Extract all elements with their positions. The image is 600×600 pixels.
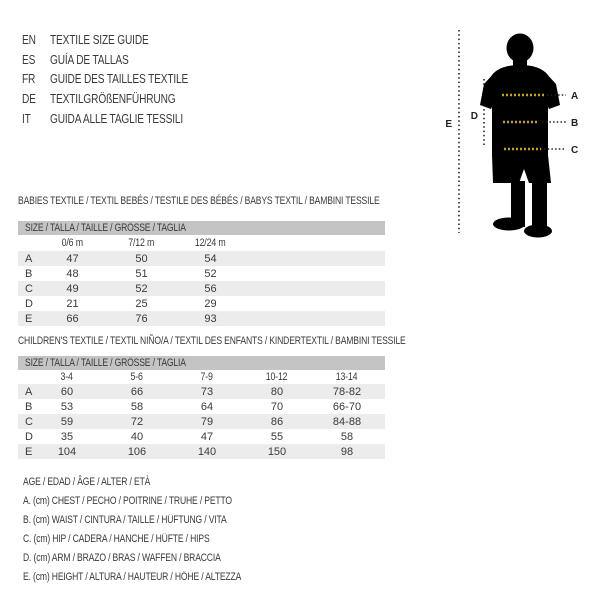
table-cell: 52 <box>204 267 217 280</box>
size-header-text: SIZE / TALLA / TAILLE / GRÖSSE / TAGLIA <box>25 222 186 234</box>
column-header <box>38 237 107 249</box>
table-cell: 58 <box>130 400 144 413</box>
measurement-legend <box>23 472 303 586</box>
size-header-bar <box>18 356 385 370</box>
row-label: B <box>25 267 33 280</box>
child-measurement-figure <box>440 12 600 244</box>
legend-arm <box>23 548 303 567</box>
table-cell: 47 <box>66 252 79 265</box>
size-header-bar <box>18 221 385 235</box>
column-header <box>312 371 382 383</box>
language-title: TEXTILE SIZE GUIDE <box>50 32 149 48</box>
table-cell: 47 <box>200 430 214 443</box>
language-code <box>22 91 50 106</box>
table-cell: 21 <box>66 297 79 310</box>
table-cell: 79 <box>200 415 214 428</box>
table-cell: 25 <box>135 297 148 310</box>
legend-waist <box>23 510 303 529</box>
row-label: B <box>25 400 33 413</box>
table-cell: 150 <box>267 445 287 458</box>
column-header <box>176 237 245 249</box>
table-cell: 40 <box>130 430 144 443</box>
table-cell: 49 <box>66 282 79 295</box>
table-cell: 80 <box>270 385 284 398</box>
table-cell: 59 <box>60 415 74 428</box>
row-label: D <box>25 297 33 310</box>
table-row <box>18 384 385 399</box>
legend-arm-text: D. (cm) ARM / BRAZO / BRAS / WAFFEN / BRACCIA <box>23 551 221 564</box>
table-row <box>18 414 385 429</box>
label-height: E <box>445 119 452 130</box>
table-cell: 98 <box>340 445 354 458</box>
size-header-text: SIZE / TALLA / TAILLE / GRÖSSE / TAGLIA <box>25 357 186 369</box>
column-header-text: 3-4 <box>60 371 74 383</box>
babies-section-title <box>18 195 482 207</box>
column-header <box>32 371 102 383</box>
row-label: D <box>25 430 33 443</box>
table-cell: 48 <box>66 267 79 280</box>
language-code <box>22 52 50 67</box>
language-row <box>22 50 227 70</box>
label-chest: A <box>571 91 579 102</box>
table-cell: 53 <box>60 400 74 413</box>
table-cell: 29 <box>204 297 217 310</box>
table-cell: 50 <box>135 252 148 265</box>
table-row <box>18 266 385 281</box>
column-header <box>107 237 176 249</box>
table-row <box>18 444 385 459</box>
column-header-text: 12/24 m <box>195 237 226 249</box>
child-silhouette-icon <box>480 34 560 238</box>
legend-height <box>23 567 303 586</box>
children-size-table <box>18 356 385 459</box>
table-row <box>18 281 385 296</box>
language-code-text: EN <box>22 32 36 48</box>
table-cell: 66 <box>66 312 79 325</box>
language-code <box>22 71 50 86</box>
row-label: E <box>25 312 33 325</box>
table-cell: 70 <box>270 400 284 413</box>
language-row <box>22 69 227 89</box>
language-code-text: FR <box>22 71 36 87</box>
column-header <box>102 371 172 383</box>
language-row <box>22 108 227 128</box>
row-label: C <box>25 282 33 295</box>
language-code-text: IT <box>22 110 31 126</box>
table-cell: 51 <box>135 267 148 280</box>
legend-age-text: AGE / EDAD / ÂGE / ALTER / ETÀ <box>23 475 151 488</box>
legend-height-text: E. (cm) HEIGHT / ALTURA / HAUTEUR / HÖHE / ALTEZZA <box>23 570 242 583</box>
children-section-title <box>18 335 515 347</box>
label-hip: C <box>571 145 579 156</box>
legend-chest <box>23 491 303 510</box>
table-row <box>18 311 385 326</box>
legend-hip-text: C. (cm) HIP / CADERA / HANCHE / HÜFTE / HIPS <box>23 532 210 545</box>
table-cell: 35 <box>60 430 74 443</box>
language-title: TEXTILGRÖßENFÜHRUNG <box>50 91 176 107</box>
table-cell: 60 <box>60 385 74 398</box>
language-row <box>22 89 227 109</box>
column-header-text: 10-12 <box>266 371 288 383</box>
table-cell: 55 <box>270 430 284 443</box>
table-cell: 84-88 <box>332 415 362 428</box>
table-row <box>18 251 385 266</box>
language-code-text: DE <box>22 91 36 107</box>
column-header-text: 5-6 <box>130 371 144 383</box>
table-cell: 56 <box>204 282 217 295</box>
table-row <box>18 296 385 311</box>
table-cell: 86 <box>270 415 284 428</box>
babies-title-text: BABIES TEXTILE / TEXTIL BEBÉS / TESTILE DES BÉBÉS / BABYS TEXTIL / BAMBINI TESSILE <box>18 195 380 207</box>
language-list <box>22 30 227 128</box>
language-title: GUÍA DE TALLAS <box>50 51 129 67</box>
table-cell: 104 <box>57 445 77 458</box>
column-header-text: 7/12 m <box>128 237 155 249</box>
legend-hip <box>23 529 303 548</box>
babies-size-table <box>18 221 385 326</box>
language-code <box>22 32 50 47</box>
table-cell: 54 <box>204 252 217 265</box>
table-cell: 72 <box>130 415 144 428</box>
column-header-text: 0/6 m <box>61 237 84 249</box>
table-cell: 64 <box>200 400 214 413</box>
language-row <box>22 30 227 50</box>
row-label: A <box>25 252 33 265</box>
language-title: GUIDE DES TAILLES TEXTILE <box>50 71 189 87</box>
language-title: GUIDA ALLE TAGLIE TESSILI <box>50 110 184 126</box>
table-row <box>18 429 385 444</box>
column-header-text: 13-14 <box>336 371 358 383</box>
table-cell: 66-70 <box>332 400 362 413</box>
legend-age <box>23 472 303 491</box>
label-waist: B <box>571 118 579 129</box>
table-cell: 73 <box>200 385 214 398</box>
row-label: C <box>25 415 33 428</box>
legend-chest-text: A. (cm) CHEST / PECHO / POITRINE / TRUHE / PETTO <box>23 494 232 507</box>
table-cell: 93 <box>204 312 217 325</box>
table-cell: 140 <box>197 445 217 458</box>
label-arm: D <box>470 111 478 122</box>
table-cell: 78-82 <box>332 385 362 398</box>
table-cell: 76 <box>135 312 148 325</box>
column-header-text: 7-9 <box>200 371 214 383</box>
row-label: E <box>25 445 33 458</box>
legend-waist-text: B. (cm) WAIST / CINTURA / TAILLE / HÜFTUNG / VITA <box>23 513 227 526</box>
children-title-text: CHILDREN'S TEXTILE / TEXTIL NIÑO/A / TEXTIL DES ENFANTS / KINDERTEXTIL / BAMBINI TESSILE <box>18 335 406 347</box>
column-header <box>172 371 242 383</box>
language-code-text: ES <box>22 51 36 67</box>
table-row <box>18 399 385 414</box>
language-code <box>22 111 50 126</box>
babies-column-headers <box>18 235 385 251</box>
table-cell: 106 <box>127 445 147 458</box>
table-cell: 52 <box>135 282 148 295</box>
table-cell: 58 <box>340 430 354 443</box>
column-header <box>242 371 312 383</box>
table-cell: 66 <box>130 385 144 398</box>
row-label: A <box>25 385 33 398</box>
children-column-headers <box>18 370 385 384</box>
